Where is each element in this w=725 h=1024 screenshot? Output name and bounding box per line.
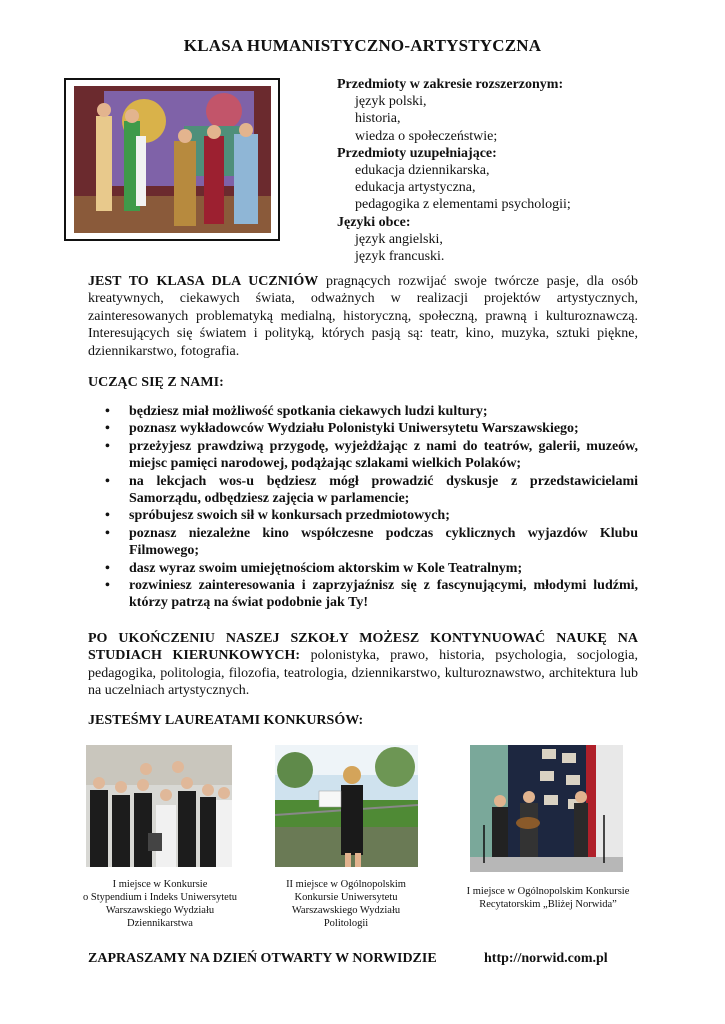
bullet-icon: •	[105, 525, 110, 541]
list-item: • poznasz wykładowców Wydziału Polonistyki Uniwersytetu Warszawskiego;	[105, 421, 579, 437]
list-item: • poznasz niezależne kino współczesne podczas cyklicznych wyjazdów Klubu Filmowego;	[105, 525, 638, 559]
list-item: • spróbujesz swoich sił w konkursach przedmiotowych;	[105, 508, 450, 524]
bullet-icon: •	[105, 473, 110, 489]
award-caption-politology: II miejsce w Ogólnopolskim Konkursie Uniwersytetu Warszawskiego Wydziału Politologii	[286, 879, 406, 929]
bullet-icon: •	[105, 560, 110, 576]
subject-item: wiedza o społeczeństwie;	[355, 128, 498, 144]
bullet-icon: •	[105, 438, 110, 454]
awards-heading: JESTEŚMY LAUREATAMI KONKURSÓW:	[88, 713, 364, 728]
studies-text: polonistyka, prawo, historia, psychologia, socjologia, pedagogika, politologia, filozofia, teatrologia, dziennikarstwo, kulturoznawstwo, architektura lub na uczelniach artystycznych.	[88, 648, 639, 699]
studies-paragraph	[88, 630, 638, 700]
bullet-icon: •	[105, 578, 110, 594]
list-item: • rozwiniesz zainteresowania i zaprzyjaźnisz się z fascynującymi, młodymi ludźmi, którzy patrzą na świat podobnie jak Ty!	[105, 578, 638, 611]
subject-item: edukacja dziennikarska,	[355, 163, 490, 179]
list-item: • dasz wyraz swoim umiejętnościom aktorskim w Kole Teatralnym;	[105, 560, 523, 576]
subjects-list	[337, 76, 637, 265]
award-photo-recitation	[470, 745, 623, 872]
award-photo-journalism	[86, 745, 232, 867]
intro-text: pragnących rozwijać swoje twórcze pasje, dla osób kreatywnych, ciekawych świata, odważnych w realizacji projektów artystycznych, zainteresowanych problematyką medialną, historyczną, społeczną, prawną i kulturoznawczą. Interesujących się światem i polityką, których pasją są: teatr, kino, muzyka, sztuki piękne, dziennikarstwo, fotografia.	[88, 274, 639, 359]
award-caption-recitation: I miejsce w Ogólnopolskim Konkursie Recytatorskim „Bliżej Norwida”	[466, 886, 630, 910]
studies-lead: PO UKOŃCZENIU NASZEJ SZKOŁY MOŻESZ KONTYNUOWAĆ NAUKĘ NA STUDIACH KIERUNKOWYCH:	[88, 631, 638, 664]
subject-item: edukacja artystyczna,	[355, 180, 476, 196]
languages-heading: Języki obce:	[337, 214, 411, 230]
language-item: język angielski,	[355, 231, 443, 247]
award-photo-politology	[275, 745, 418, 867]
subject-item: pedagogika z elementami psychologii;	[355, 197, 571, 213]
list-item: • przeżyjesz prawdziwą przygodę, wyjeżdżając z nami do teatrów, galerii, muzeów, miejsc pamięci narodowej, podążając szlakami wielkich Polaków;	[105, 438, 638, 472]
award-caption-journalism: I miejsce w Konkursie o Stypendium i Indeks Uniwersytetu Warszawskiego Wydziału Dziennikarstwa	[83, 879, 237, 929]
page-title: KLASA HUMANISTYCZNO-ARTYSTYCZNA	[183, 36, 542, 55]
learning-list	[88, 403, 638, 612]
footer	[88, 951, 618, 967]
intro-paragraph	[88, 273, 638, 360]
list-item: • na lekcjach wos-u będziesz mógł prowadzić dyskusje z przedstawicielami Samorządu, odbędziesz zajęcia w parlamencie;	[105, 473, 638, 507]
subject-item: historia,	[355, 111, 401, 127]
supplementary-subjects-heading: Przedmioty uzupełniające:	[337, 145, 497, 161]
learning-heading: UCZĄC SIĘ Z NAMI:	[88, 375, 224, 390]
bullet-icon: •	[105, 508, 110, 524]
bullet-icon: •	[105, 421, 110, 437]
theatre-photo	[64, 78, 280, 241]
list-item: • będziesz miał możliwość spotkania ciekawych ludzi kultury;	[105, 404, 488, 419]
extended-subjects-heading: Przedmioty w zakresie rozszerzonym:	[337, 77, 564, 92]
bullet-icon: •	[105, 404, 110, 419]
intro-lead: JEST TO KLASA DLA UCZNIÓW	[88, 274, 319, 289]
school-website-link[interactable]: http://norwid.com.pl	[484, 951, 608, 966]
open-day-invite: ZAPRASZAMY NA DZIEŃ OTWARTY W NORWIDZIE	[88, 951, 437, 966]
language-item: język francuski.	[355, 249, 445, 265]
subject-item: język polski,	[355, 94, 427, 110]
